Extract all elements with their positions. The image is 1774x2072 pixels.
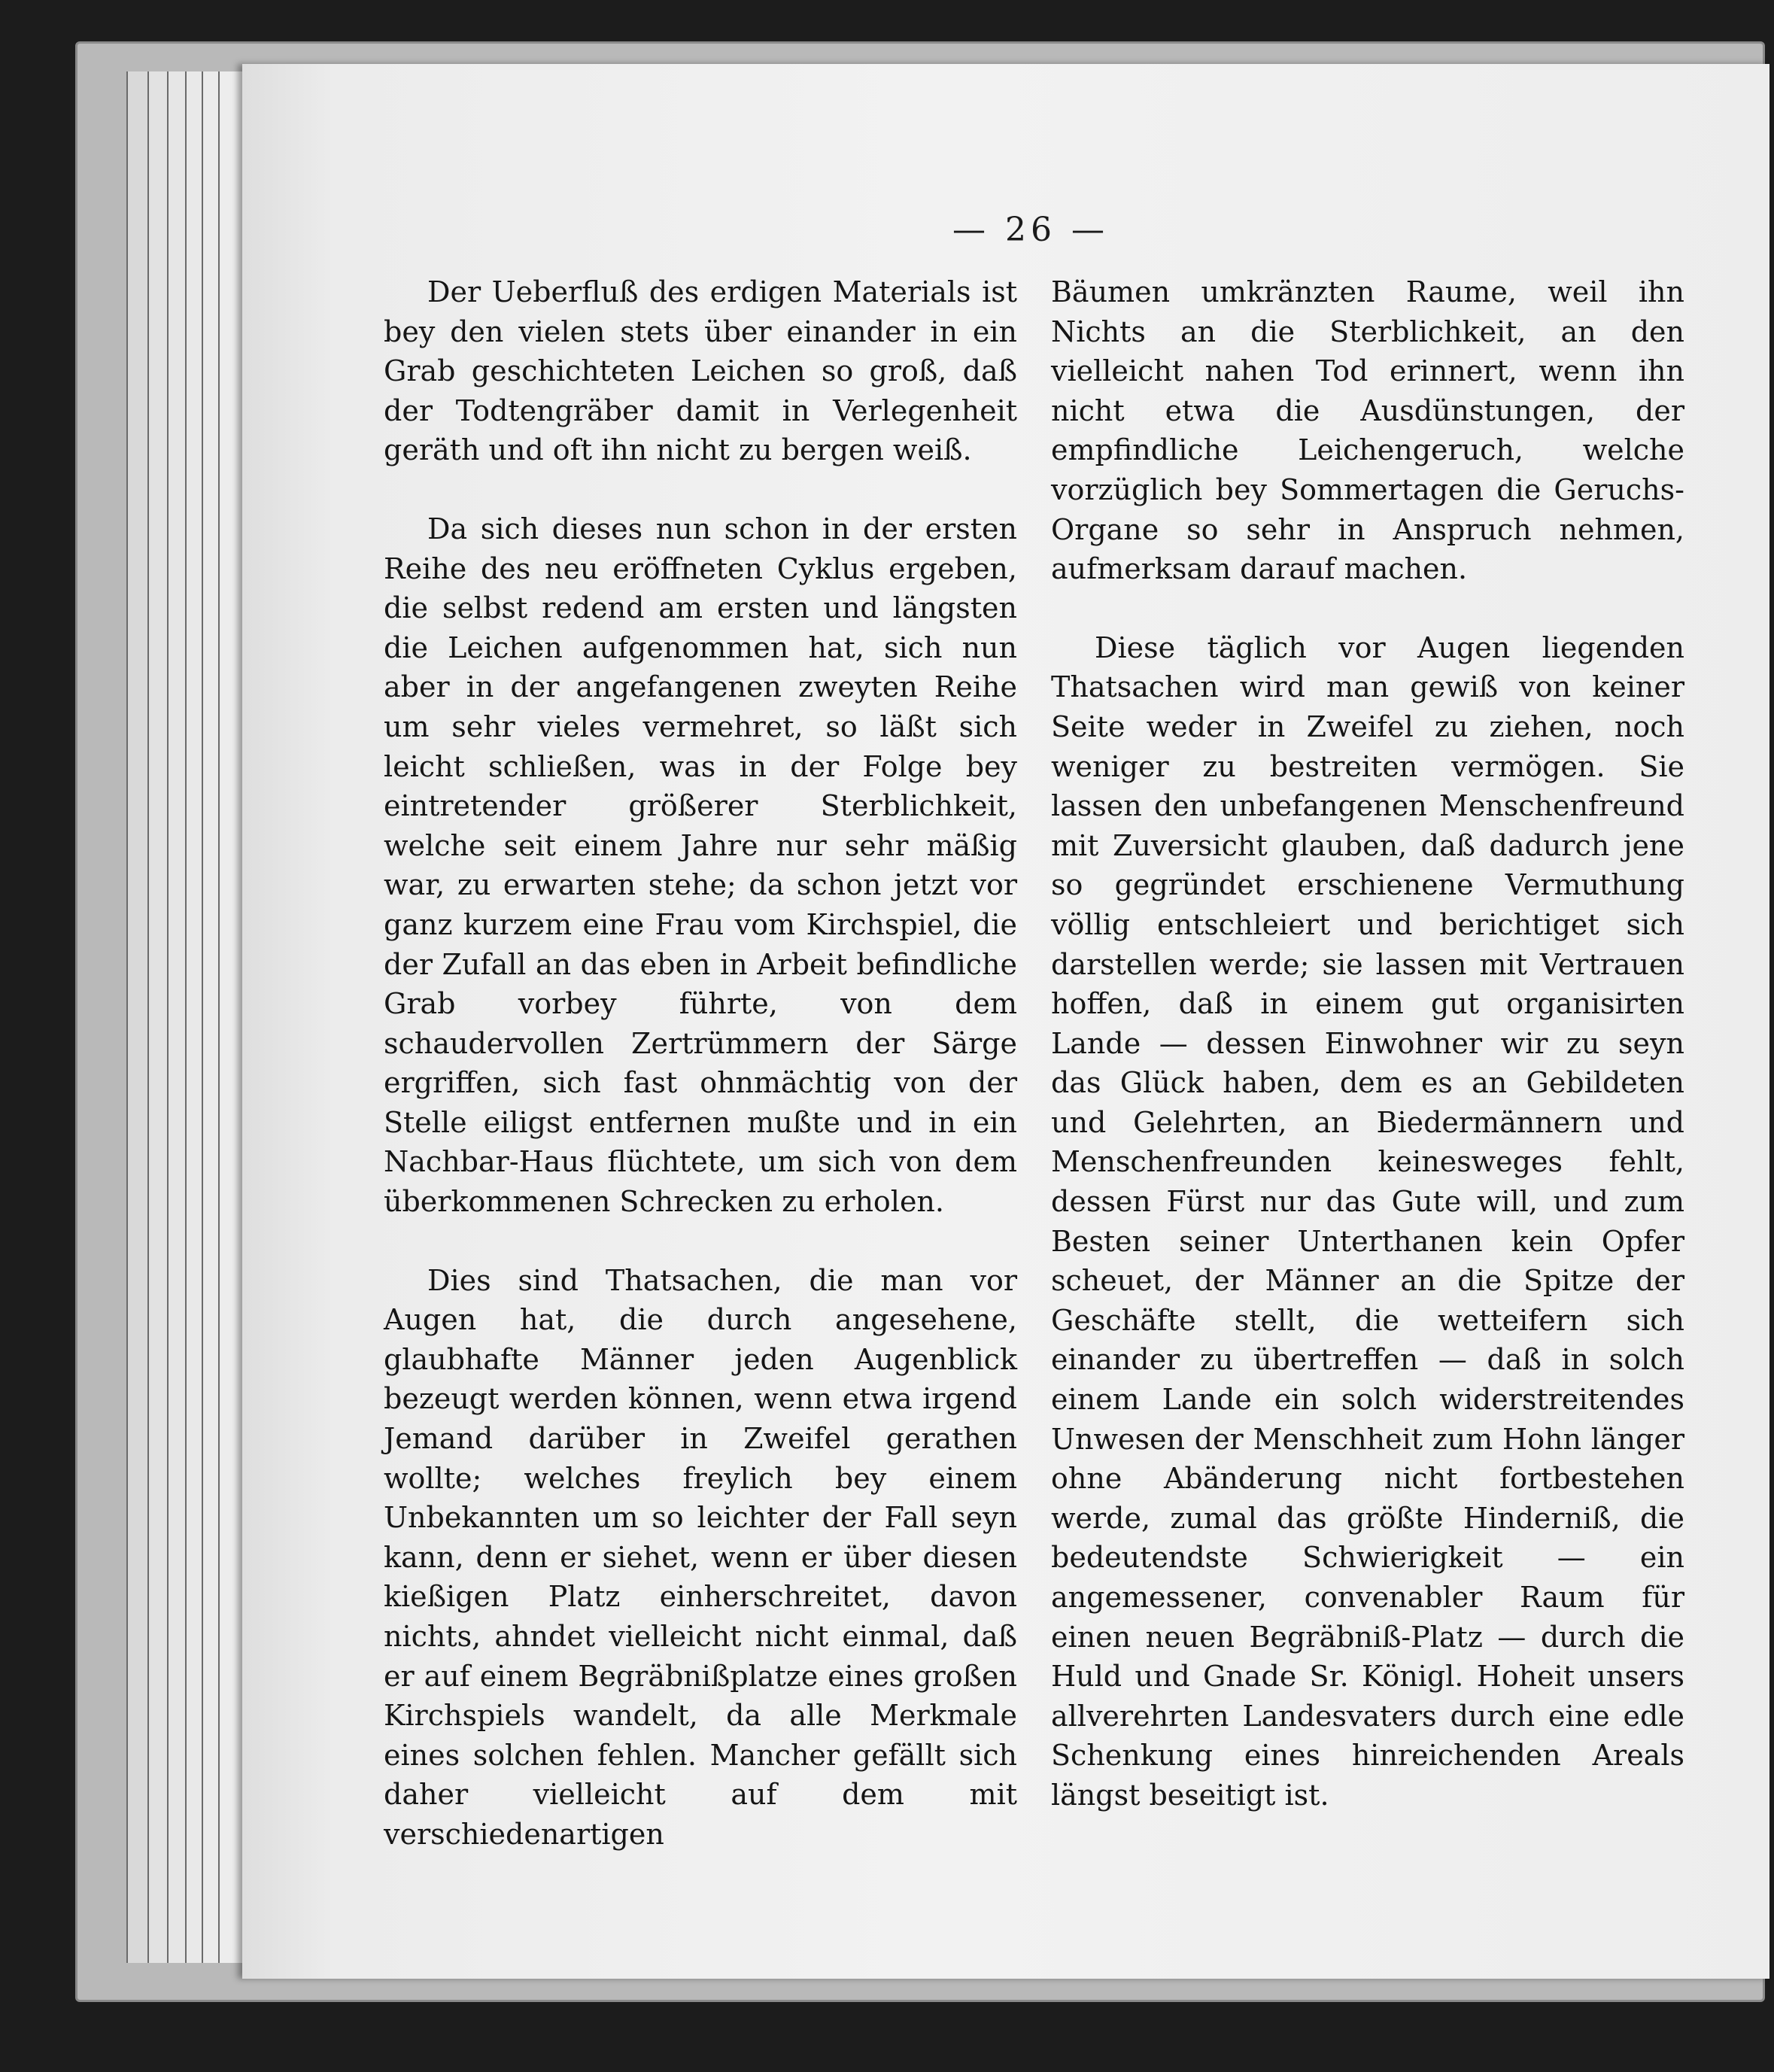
page-number: — 26 —: [952, 211, 1109, 249]
left-column: [384, 272, 1017, 1855]
paragraph: Da sich dieses nun schon in der ersten Reihe des neu eröffneten Cyklus ergeben, die selbst redend am ersten und längsten die Leichen aufgenommen hat, sich nun aber in der angefangenen zweyten Reihe um sehr vieles vermehret, so läßt sich leicht schließen, was in der Folge bey eintretender größerer Sterblichkeit, welche seit einem Jahre nur sehr mäßig war, zu erwarten stehe; da schon jetzt vor ganz kurzem eine Frau vom Kirchspiel, die der Zufall an das eben in Arbeit befindliche Grab vorbey führte, von dem schaudervollen Zertrümmern der Särge ergriffen, sich fast ohnmächtig von der Stelle eiligst entfernen mußte und in ein Nachbar-Haus flüchtete, um sich von dem überkommenen Schrecken zu erholen.: [384, 512, 1017, 1219]
paragraph: Dies sind Thatsachen, die man vor Augen hat, die durch angesehene, glaubhafte Männer jeden Augenblick bezeugt werden können, wenn etwa irgend Jemand darüber in Zweifel gerathen wollte; welches freylich bey einem Unbekannten um so leichter der Fall seyn kann, denn er siehet, wenn er über diesen kießigen Platz einherschreitet, davon nichts, ahndet vielleicht nicht einmal, daß er auf einem Begräbnißplatze eines großen Kirchspiels wandelt, da alle Merkmale eines solchen fehlen. Mancher gefällt sich daher vielleicht auf dem mit verschiedenartigen: [384, 1263, 1017, 1851]
paragraph: Der Ueberfluß des erdigen Materials ist bey den vielen stets über einander in ein Grab geschichteten Leichen so groß, daß der Todtengräber damit in Verlegenheit geräth und oft ihn nicht zu bergen weiß.: [384, 275, 1017, 467]
paragraph: Bäumen umkränzten Raume, weil ihn Nichts an die Sterblichkeit, an den vielleicht nahen Tod erinnert, wenn ihn nicht etwa die Ausdünstungen, der empfindliche Leichengeruch, welche vorzüglich bey Sommertagen die Geruchs-Organe so sehr in Anspruch nehmen, aufmerksam darauf machen.: [1051, 275, 1684, 586]
right-column: [1051, 272, 1684, 1815]
paragraph: Diese täglich vor Augen liegenden Thatsachen wird man gewiß von keiner Seite weder in Zweifel zu ziehen, noch weniger zu bestreiten vermögen. Sie lassen den unbefangenen Menschenfreund mit Zuversicht glauben, daß dadurch jene so gegründet erschienene Vermuthung völlig entschleiert und berichtiget sich darstellen werde; sie lassen mit Vertrauen hoffen, daß in einem gut organisirten Lande — dessen Einwohner wir zu seyn das Glück haben, dem es an Gebildeten und Gelehrten, an Biedermännern und Menschenfreunden keinesweges fehlt, dessen Fürst nur das Gute will, und zum Besten seiner Unterthanen kein Opfer scheuet, der Männer an die Spitze der Geschäfte stellt, die wetteifern sich einander zu übertreffen — daß in solch einem Lande ein solch widerstreitendes Unwesen der Menschheit zum Hohn länger ohne Abänderung nicht fortbestehen werde, zumal das größte Hinderniß, die bedeutendste Schwierigkeit — ein angemessener, convenabler Raum für einen neuen Begräbniß-Platz — durch die Huld und Gnade Sr. Königl. Hoheit unsers allverehrten Landesvaters durch eine edle Schenkung eines hinreichenden Areals längst beseitigt ist.: [1051, 630, 1684, 1812]
